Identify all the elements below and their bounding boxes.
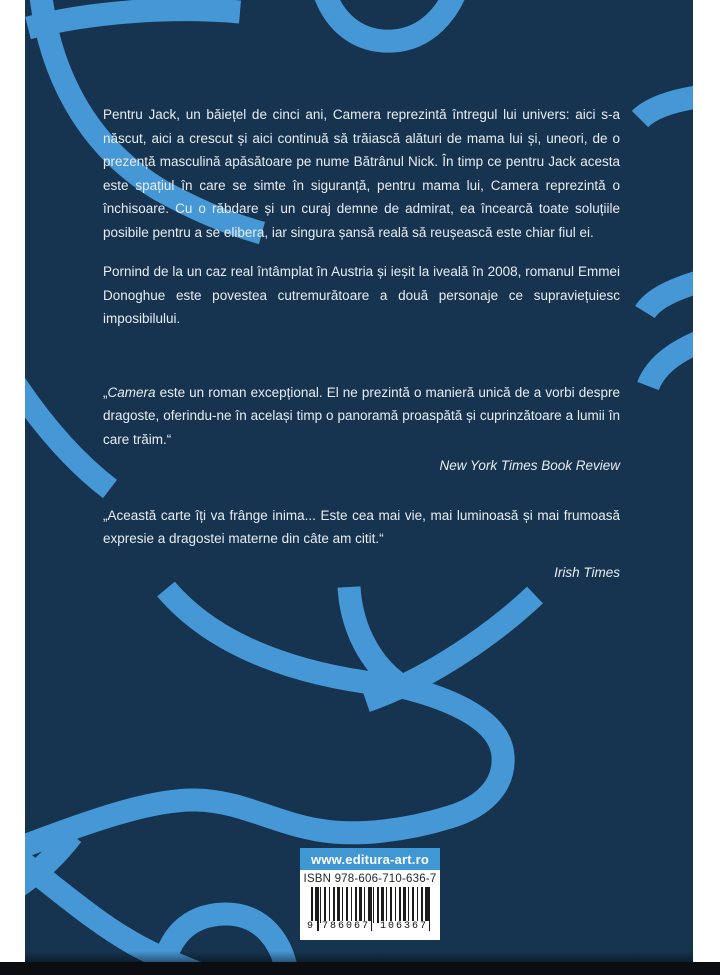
barcode-digits xyxy=(307,920,433,932)
curve-right-band-3 xyxy=(648,336,693,386)
curve-right-band-1 xyxy=(640,95,693,119)
curve-knot-diagonal-arm xyxy=(366,595,535,701)
curve-knot-vertical-arm xyxy=(349,587,396,682)
review-quote-nyt xyxy=(103,381,620,452)
barcode-lead-digit: 9 xyxy=(307,921,317,932)
curve-left-diagonal xyxy=(25,376,110,489)
barcode-digit-group-2: 106367 xyxy=(379,920,428,932)
barcode-panel xyxy=(300,848,440,940)
synopsis-paragraph-1: Pentru Jack, un băiețel de cinci ani, Camera reprezintă întregul lui univers: aici s-a născut, aici a crescut și aici continuă să trăiască alături de mama lui și, uneori, de o prezență masculină apăsătoare pe nume Bătrânul Nick. În timp ce pentru Jack acesta este spațiul în care se simte în siguranță, pentru mama lui, Camera reprezintă o închisoare. Cu o răbdare și un curaj demne de admirat, ea încearcă toate soluțiile posibile pentru a se elibera, iar singura șansă reală să reușească este chiar fiul ei. xyxy=(103,107,620,240)
review-quote-irish-times: „Această carte îți va frânge inima... Este cea mai vie, mai luminoasă și mai frumoasă expresie a dragostei materne din câte am citit.“ xyxy=(103,507,620,546)
review-source-irish-times: Irish Times xyxy=(554,564,620,580)
publisher-website-banner: www.editura-art.ro xyxy=(300,848,440,870)
curve-knot-s-wave xyxy=(25,686,503,849)
quote-book-title: Camera xyxy=(107,384,156,400)
scan-bottom-edge xyxy=(0,962,720,975)
back-cover-text xyxy=(103,0,620,584)
synopsis-paragraph-2: Pornind de la un caz real întâmplat în Austria și ieșit la iveală în 2008, romanul Emmei Donoghue este povestea cutremurătoare a două personaje ce supraviețuiesc imposibilului. xyxy=(103,264,620,326)
curve-right-band-2 xyxy=(645,278,693,312)
barcode-digit-group-1: 786067 xyxy=(321,920,370,932)
quote-open-mark: „ xyxy=(103,384,108,400)
curve-bottom-left-sweep xyxy=(25,856,214,965)
review-source-nyt: New York Times Book Review xyxy=(439,458,620,473)
ean-barcode xyxy=(307,887,433,932)
book-back-cover xyxy=(25,0,693,965)
quote-body: este un roman excepțional. El ne prezintă o manieră unică de a vorbi despre dragoste, oferindu-ne în același timp o panoramă proaspătă și cuprinzătoare a lumii în care trăim.“ xyxy=(103,384,620,447)
isbn-number: ISBN 978-606-710-636-7 xyxy=(303,873,437,885)
